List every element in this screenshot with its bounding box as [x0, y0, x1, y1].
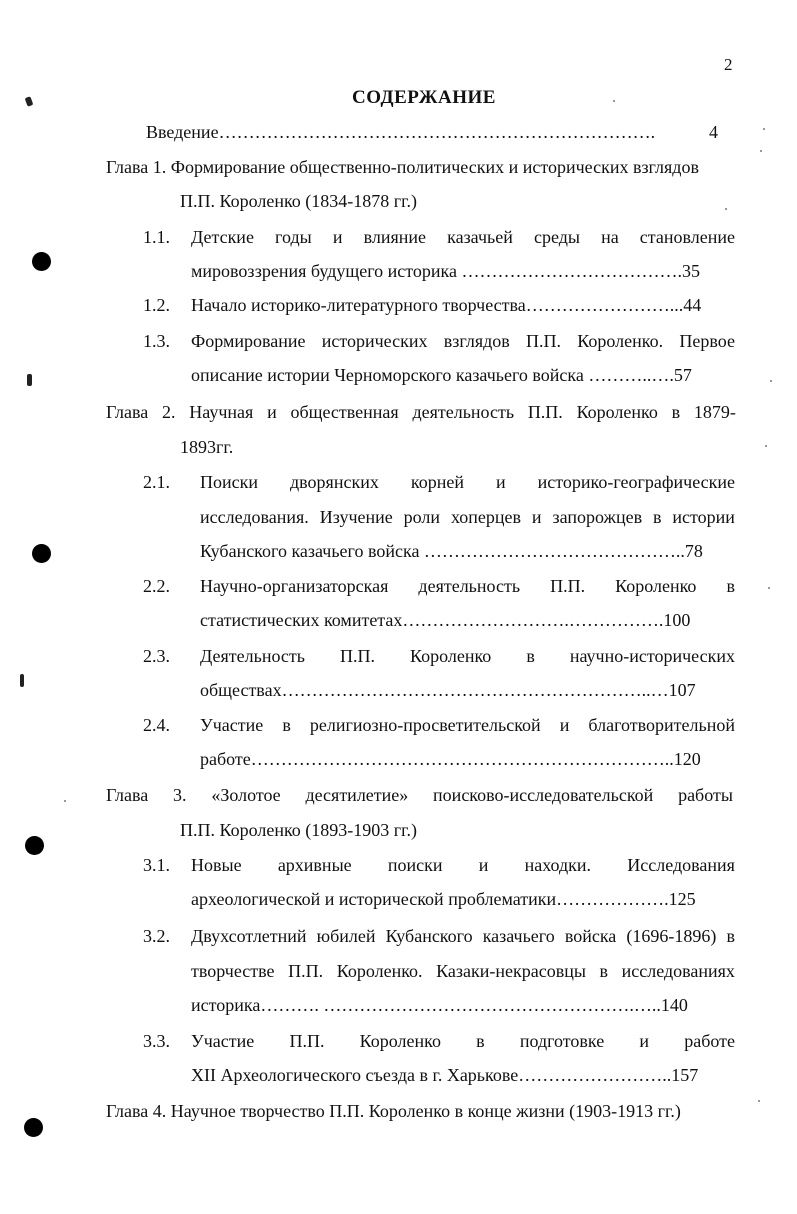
section-3-3-number: 3.3.	[143, 1031, 170, 1051]
section-1-3-number: 1.3.	[143, 331, 170, 351]
chapter-3-heading-cont: П.П. Короленко (1893-1903 гг.)	[180, 820, 418, 840]
section-2-4-number: 2.4.	[143, 715, 170, 735]
section-3-2-title-cont: творчестве П.П. Короленко. Казаки-некрасовцы в исследованиях	[191, 961, 735, 981]
section-3-1-title-cont: археологической и исторической проблематики……………….125	[191, 889, 696, 909]
section-2-1-title: Поиски дворянских корней и историко-географические	[200, 472, 735, 492]
section-3-3-title: Участие П.П. Короленко в подготовке и работе	[191, 1031, 735, 1051]
section-2-3-title-cont: обществах……………………………………………………..…107	[200, 680, 696, 700]
section-1-2-number: 1.2.	[143, 295, 170, 315]
section-1-2-title: Начало историко-литературного творчества……………………...44	[191, 295, 702, 315]
page-number: 2	[724, 55, 733, 74]
section-1-3-title-cont: описание истории Черноморского казачьего войска ………..….57	[191, 365, 692, 385]
section-2-3-title: Деятельность П.П. Короленко в научно-исторических	[200, 646, 735, 666]
entry-label: Введение	[146, 122, 219, 142]
section-3-2-title-cont-2: историка………. …………………………………………….…..140	[191, 995, 688, 1015]
entry-page: 4	[709, 122, 718, 142]
scan-speck	[758, 1100, 760, 1102]
scan-speck	[768, 587, 770, 589]
scan-mark	[25, 96, 34, 107]
punch-hole	[25, 836, 44, 855]
section-2-2-title: Научно-организаторская деятельность П.П. Короленко в	[200, 576, 735, 596]
scan-mark	[20, 674, 24, 687]
chapter-3-heading: Глава 3. «Золотое десятилетие» поисково-исследовательской работы	[106, 785, 733, 805]
scan-speck	[765, 445, 767, 447]
section-1-1-title: Детские годы и влияние казачьей среды на становление	[191, 227, 735, 247]
section-2-1-number: 2.1.	[143, 472, 170, 492]
section-2-4-title-cont: работе……………………………………………………………..120	[200, 749, 701, 769]
section-3-2-title: Двухсотлетний юбилей Кубанского казачьего войска (1696-1896) в	[191, 926, 735, 946]
section-2-1-title-cont: исследования. Изучение роли хоперцев и запорожцев в истории	[200, 507, 735, 527]
section-3-2-number: 3.2.	[143, 926, 170, 946]
scan-speck	[64, 800, 66, 802]
scan-speck	[613, 100, 615, 102]
scan-speck	[770, 380, 772, 382]
punch-hole	[32, 544, 51, 563]
section-3-1-title: Новые архивные поиски и находки. Исследования	[191, 855, 735, 875]
section-1-1-number: 1.1.	[143, 227, 170, 247]
scan-mark	[27, 374, 32, 386]
chapter-4-heading: Глава 4. Научное творчество П.П. Короленко в конце жизни (1903-1913 гг.)	[106, 1101, 681, 1121]
section-3-1-number: 3.1.	[143, 855, 170, 875]
section-1-1-title-cont: мировоззрения будущего историка ……………………………….35	[191, 261, 701, 281]
page-title: СОДЕРЖАНИЕ	[352, 87, 496, 108]
chapter-1-heading: Глава 1. Формирование общественно-политических и исторических взглядов	[106, 157, 699, 177]
chapter-2-heading-cont: 1893гг.	[180, 437, 234, 457]
section-2-4-title: Участие в религиозно-просветительской и благотворительной	[200, 715, 735, 735]
section-3-3-title-cont: XII Археологического съезда в г. Харькове……………………..157	[191, 1065, 699, 1085]
toc-entry-intro	[146, 121, 718, 143]
scan-speck	[760, 150, 762, 152]
section-1-3-title: Формирование исторических взглядов П.П. Короленко. Первое	[191, 331, 735, 351]
section-2-1-title-cont-2: Кубанского казачьего войска ……………………………………..78	[200, 541, 703, 561]
punch-hole	[32, 252, 51, 271]
entry-leader: ……………………………………………………………….	[218, 122, 656, 142]
section-2-2-title-cont: статистических комитетах……………………….…………….100	[200, 610, 691, 630]
scan-speck	[725, 208, 727, 210]
scan-speck	[763, 128, 765, 130]
chapter-1-heading-cont: П.П. Короленко (1834-1878 гг.)	[180, 191, 418, 211]
section-2-3-number: 2.3.	[143, 646, 170, 666]
punch-hole	[24, 1118, 43, 1137]
section-2-2-number: 2.2.	[143, 576, 170, 596]
chapter-2-heading: Глава 2. Научная и общественная деятельность П.П. Короленко в 1879-	[106, 402, 736, 422]
